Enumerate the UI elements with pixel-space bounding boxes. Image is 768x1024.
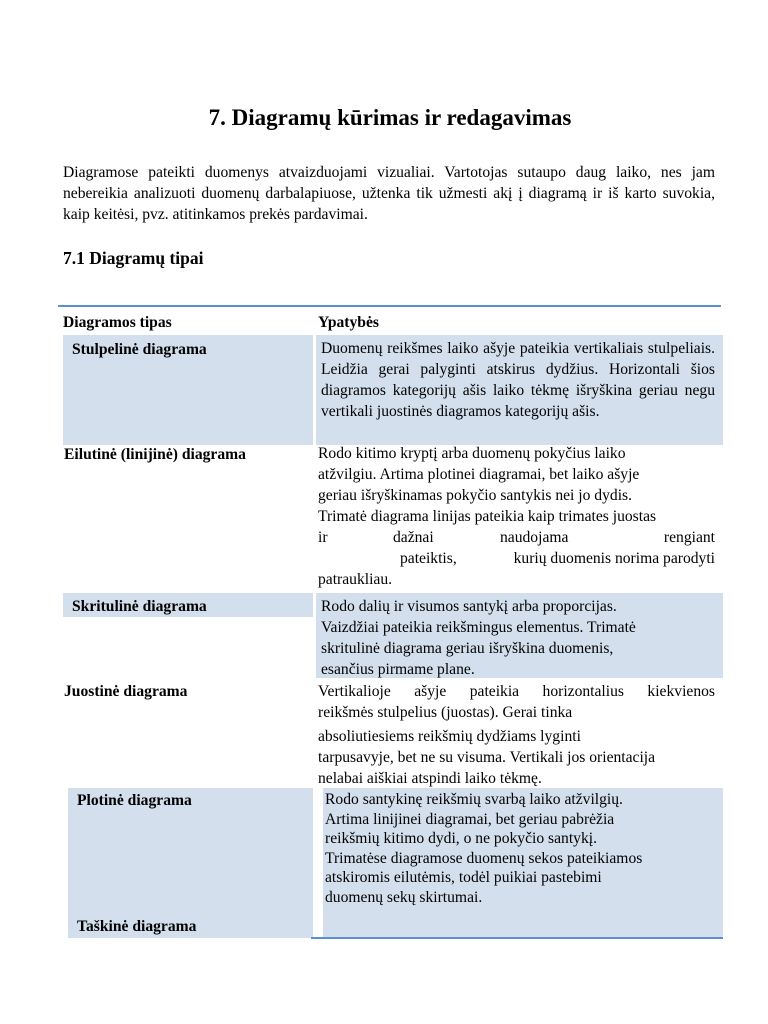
desc-line: Vaizdžiai pateikia reikšmingus elementus. Trimatė	[321, 619, 636, 636]
desc-line: Rodo kitimo kryptį arba duomenų pokyčius laiko	[318, 445, 626, 462]
section-heading: 7.1 Diagramų tipai	[63, 248, 204, 268]
header-properties: Ypatybės	[318, 314, 379, 331]
row-desc-line-chart	[318, 443, 715, 590]
desc-line: duomenų sekų skirtumai.	[325, 888, 483, 906]
desc-line: esančius pirmame plane.	[321, 661, 475, 678]
row-type-column-chart: Stulpelinė diagrama	[72, 341, 207, 358]
row-desc-pie-chart	[321, 596, 715, 680]
table-top-border	[58, 305, 721, 307]
row-desc-area-chart	[325, 790, 720, 907]
desc-line: Vertikalioje ašyje pateikia horizontalius kiekvienos	[318, 683, 715, 700]
desc-line: Artima linijinei diagramai, bet geriau pabrėžia	[325, 810, 615, 828]
desc-word: ir	[318, 529, 328, 546]
page-title: 7. Diagramų kūrimas ir redagavimas	[208, 105, 572, 130]
row-desc-column-chart: Duomenų reikšmes laiko ašyje pateikia vertikaliais stulpeliais. Leidžia gerai palyginti atskirus dydžius. Horizontali šios diagramos kategorijų ašis laiko tėkmę išryškina geriau negu vertikali juostinės diagramos kategorijų ašis.	[321, 340, 715, 420]
header-chart-type: Diagramos tipas	[63, 314, 172, 331]
intro-paragraph: Diagramose pateikti duomenys atvaizduojami vizualiai. Vartotojas sutaupo daug laiko, nes jam nebereikia analizuoti duomenų darbalapiuose, užtenka tik užmesti akį į diagramą ir iš karto suvokia, kaip keitėsi, pvz. atitinkamos prekės pardavimai.	[63, 164, 715, 223]
desc-line: nelabai aiškiai atspindi laiko tėkmę.	[318, 770, 542, 787]
desc-line: Rodo dalių ir visumos santykį arba proporcijas.	[321, 598, 617, 615]
desc-line: Trimatėse diagramose duomenų sekos pateikiamos	[325, 849, 643, 867]
desc-line: atskiromis eilutėmis, todėl puikiai pastebimi	[325, 869, 602, 886]
desc-word: naudojama	[500, 529, 569, 546]
row-type-pie-chart: Skritulinė diagrama	[72, 598, 207, 615]
desc-line: patraukliau.	[318, 571, 393, 588]
row-type-line-chart: Eilutinė (linijinė) diagrama	[64, 446, 246, 463]
desc-line: geriau išryškinamas pokyčio santykis nei jo dydis.	[318, 487, 632, 504]
desc-justified-line	[318, 527, 715, 548]
desc-line: reikšmės stulpelius (juostas). Gerai tinka	[318, 704, 573, 721]
desc-line: reikšmių kitimo dydi, o ne pokyčio santykį.	[325, 830, 597, 847]
desc-word: kurių duomenis norima parodyti	[513, 550, 715, 567]
desc-justified-line	[318, 548, 715, 569]
table-bottom-border	[311, 937, 723, 939]
row-type-area-chart: Plotinė diagrama	[77, 792, 192, 809]
desc-line: Trimatė diagrama linijas pateikia kaip trimates juostas	[318, 508, 657, 525]
chart-types-table	[58, 305, 723, 941]
desc-word: dažnai	[393, 529, 434, 546]
desc-line: skritulinė diagrama geriau išryškina duomenis,	[321, 640, 614, 657]
row-desc-bar-chart	[318, 681, 715, 789]
row-type-scatter-chart: Taškinė diagrama	[77, 918, 197, 935]
desc-line: atžvilgiu. Artima plotinei diagramai, bet laiko ašyje	[318, 466, 640, 483]
desc-line: absoliutiesiems reikšmių dydžiams lyginti	[318, 728, 581, 745]
desc-line: tarpusavyje, bet ne su visuma. Vertikali jos orientacija	[318, 749, 656, 766]
desc-line: Rodo santykinę reikšmių svarbą laiko atžvilgių.	[325, 791, 623, 808]
desc-word: rengiant	[663, 529, 715, 546]
row-type-bar-chart: Juostinė diagrama	[64, 683, 188, 700]
desc-word: pateiktis,	[400, 550, 457, 567]
